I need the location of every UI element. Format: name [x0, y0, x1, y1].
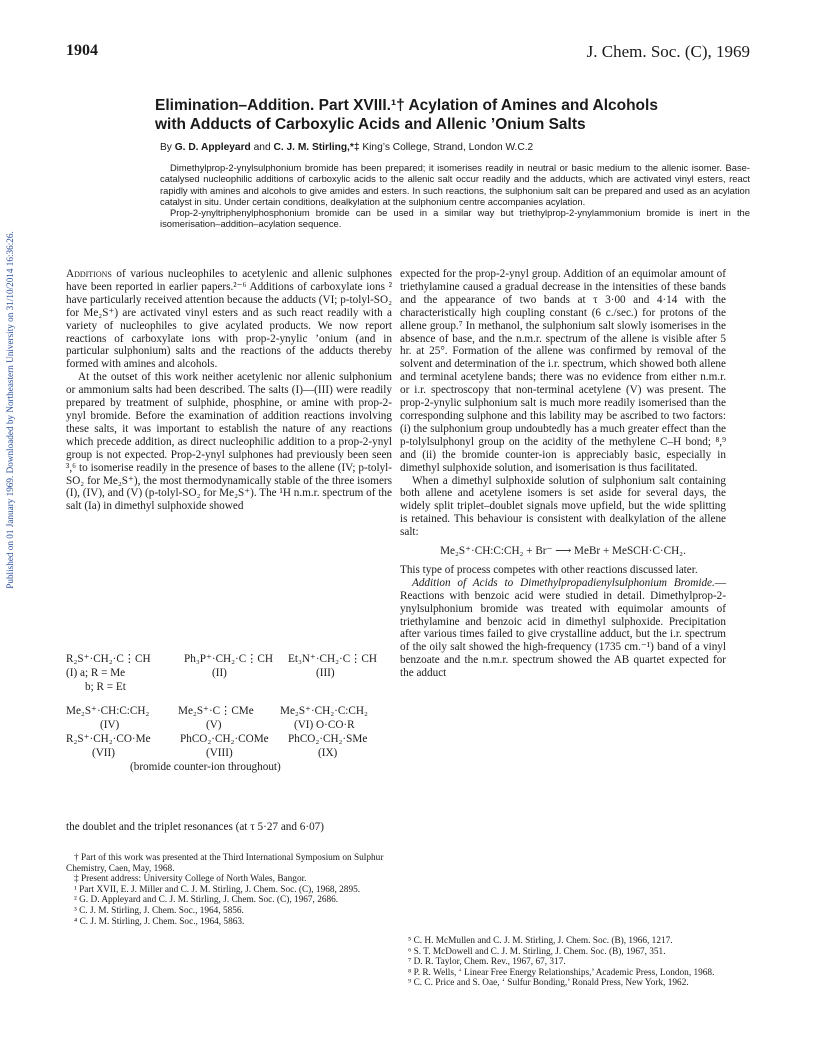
label-VII: (VII)	[92, 747, 115, 759]
formula-label-row	[66, 680, 392, 694]
label-IX: (IX)	[318, 747, 338, 759]
formula-V: Me₂S⁺·C⋮CMe	[178, 705, 254, 717]
label-Ib: b; R = Et	[85, 681, 126, 693]
footnote-7: ⁷ D. R. Taylor, Chem. Rev., 1967, 67, 317.	[408, 957, 566, 968]
author-2: C. J. M. Stirling,*‡	[273, 142, 360, 153]
journal-citation: J. Chem. Soc. (C), 1969	[586, 42, 750, 61]
right-column	[400, 268, 726, 680]
left-footnotes	[66, 853, 392, 927]
footnote-2: ² G. D. Appleyard and C. J. M. Stirling, J. Chem. Soc. (C), 1967, 2686.	[74, 895, 339, 906]
left-column	[66, 268, 392, 513]
title-line-1: Elimination–Addition. Part XVIII.¹† Acylation of Amines and Alcohols	[155, 97, 658, 114]
footnote-6: ⁶ S. T. McDowell and C. J. M. Stirling, J. Chem. Soc. (B), 1967, 351.	[408, 946, 666, 957]
footnote-dagger: † Part of this work was presented at the Third International Symposium on Sulphur Chemistry, Caen, May, 1968.	[66, 853, 384, 874]
left-paragraph-3: the doublet and the triplet resonances (at τ 5·27 and 6·07)	[66, 821, 324, 833]
left-paragraph-1	[66, 268, 392, 371]
formula-note-row	[66, 760, 392, 774]
byline-and: and	[253, 142, 271, 153]
formula-IV: Me₂S⁺·CH:C:CH₂	[66, 705, 150, 717]
footnote-4: ⁴ C. J. M. Stirling, J. Chem. Soc., 1964, 5863.	[74, 916, 245, 927]
author-1: G. D. Appleyard	[174, 142, 251, 153]
formula-block	[66, 652, 392, 774]
footnote-3: ³ C. J. M. Stirling, J. Chem. Soc., 1964, 5856.	[74, 905, 244, 916]
right-paragraph-1: expected for the prop-2-ynyl group. Addition of an equimolar amount of triethylamine caused a gradual decrease in the intensities of these bands and the appearance of two bands at τ 3·00 and 4·14 with the characteristically high coupling constant (6 c./sec.) for protons of the allene group.⁷ In methanol, the sulphonium salt slowly isomerises in the absence of base, and the n.m.r. spectrum of the allene is visible after 5 hr. at 25°. Formation of the allene was confirmed by removal of the solvent and determination of the i.r. spectrum, which showed both allene and terminal acetylene bands; there was no evidence from either n.m.r. or i.r. spectroscopy that non-terminal acetylene (V) was present. The prop-2-ynylic sulphonium salt is much more readily isomerised than the corresponding sulphone and this lability may be ascribed to two factors: (i) the sulphonium group undoubtedly has a much greater effect than the p-tolylsulphonyl group on the acidity of the methylene C–H bond; ⁸,⁹ and (ii) the bromide counter-ion is appreciably basic, especially in dimethyl sulphoxide solution, and isomerisation is thus facilitated.	[400, 268, 726, 474]
page-header	[66, 42, 750, 66]
left-column-continued	[66, 821, 392, 834]
formula-label-row	[66, 666, 392, 680]
formula-label-row	[66, 746, 392, 760]
left-paragraph-2: At the outset of this work neither acetylenic nor allenic sulphonium or ammonium salts had been described. The salts (I)—(III) were readily prepared by treatment of sulphide, phosphine, or amine with prop-2-ynyl bromide. Before the examination of addition reactions involving these salts, it was important to establish the nature of any reactions which precede addition, as direct nucleophilic addition to a prop-2-ynyl group is not expected. Prop-2-ynyl sulphones had previously been seen ³,⁶ to isomerise readily in the presence of bases to the allene (IV; p-tolyl-SO₂ for Me₂S⁺), the most thermodynamically stable of the three isomers (I), (IV), and (V) (p-tolyl-SO₂ for Me₂S⁺). The ¹H n.m.r. spectrum of the salt (Ia) in dimethyl sulphoxide showed	[66, 371, 392, 513]
byline	[160, 142, 750, 153]
section-heading: Addition of Acids to Dimethylpropadienylsulphonium Bromide.	[412, 576, 715, 589]
right-footnotes	[400, 936, 726, 989]
abstract-paragraph-2: Prop-2-ynyltriphenylphosphonium bromide can be used in a similar way but triethylprop-2-ynylammonium bromide is inert in the isomerisation–addition–acylation sequence.	[160, 207, 750, 230]
page-number: 1904	[66, 42, 98, 59]
right-paragraph-4	[400, 577, 726, 680]
abstract	[160, 162, 750, 230]
formula-II: Ph₃P⁺·CH₂·C⋮CH	[184, 653, 273, 665]
download-notice-text: Published on 01 January 1969. Downloaded by Northeastern University on 31/10/2014 16:36:26.	[5, 231, 15, 589]
footnote-9: ⁹ C. C. Price and S. Oae, ‘ Sulfur Bonding,’ Ronald Press, New York, 1962.	[408, 978, 689, 989]
counter-ion-note: (bromide counter-ion throughout)	[130, 761, 281, 773]
right-paragraph-3: This type of process competes with other reactions discussed later.	[400, 563, 698, 576]
footnote-5: ⁵ C. H. McMullen and C. J. M. Stirling, J. Chem. Soc. (B), 1966, 1217.	[408, 936, 673, 946]
drop-lead: Additions	[66, 268, 112, 280]
right-paragraph-4-text: —Reactions with benzoic acid were studied in detail. Dimethylprop-2-ynylsulphonium bromide was treated with equimolar amounts of triethylamine and benzoic acid in dimethyl sulphoxide. Precipitation after various times failed to give crystalline adduct, but the i.r. spectrum of the oily salt showed the high-frequency (1735 cm.⁻¹) band of a vinyl benzoate and the n.m.r. spectrum showed the AB quartet expected for the adduct	[400, 576, 726, 680]
label-I: (I) a; R = Me	[66, 667, 126, 679]
download-notice	[0, 140, 22, 680]
article-title	[155, 96, 755, 134]
byline-prefix: By	[160, 142, 172, 153]
formula-I: R₂S⁺·CH₂·C⋮CH	[66, 653, 151, 665]
right-paragraph-2: When a dimethyl sulphoxide solution of sulphonium salt containing both allene and acetylene isomers is set aside for several days, the widely split triplet–doublet signals move upfield, but the wide splitting is retained. This behaviour is consistent with dealkylation of the allene salt:	[400, 474, 726, 539]
formula-VI: Me₂S⁺·CH₂·C:CH₂	[280, 705, 368, 717]
formula-row	[66, 732, 392, 746]
title-line-2: with Adducts of Carboxylic Acids and Allenic ’Onium Salts	[155, 116, 586, 133]
label-IV: (IV)	[100, 719, 120, 731]
formula-VIII: PhCO₂·CH₂·COMe	[180, 733, 269, 745]
label-II: (II)	[212, 667, 227, 679]
left-paragraph-1-text: of various nucleophiles to acetylenic and allenic sulphones have been reported in earlier papers.²⁻⁶ Additions of carboxylate ions ² have particularly received attention because the adducts (VI; p-tolyl-SO₂ for Me₂S⁺) are activated vinyl esters and as such react readily with a variety of nucleophiles to give acylated products. We now report reactions of carboxylate ions with prop-2-ynylic ’onium (and in particular sulphonium) salts and the reactions of the adducts thereby formed with amines and alcohols.	[66, 268, 392, 371]
formula-row	[66, 704, 392, 718]
label-VIII: (VIII)	[206, 747, 233, 759]
footnote-8: ⁸ P. R. Wells, ‘ Linear Free Energy Relationships,’ Academic Press, London, 1968.	[408, 967, 715, 978]
footnote-1: ¹ Part XVII, E. J. Miller and C. J. M. Stirling, J. Chem. Soc. (C), 1968, 2895.	[74, 884, 361, 895]
label-V: (V)	[206, 719, 222, 731]
footnote-double-dagger: ‡ Present address: University College of North Wales, Bangor.	[74, 874, 307, 885]
affiliation: King’s College, Strand, London W.C.2	[362, 142, 534, 153]
abstract-paragraph-1: Dimethylprop-2-ynylsulphonium bromide has been prepared; it isomerises readily in neutral or basic medium to the allenic isomer. Base-catalysed nucleophilic additions of carboxylic acids to the allenic salt occur readily and the adducts, which are activated vinyl esters, react rapidly with amines and alcohols to give amides and esters. In such reactions, the sulphonium salt can be prepared and used as an acylation catalyst in situ. Under certain conditions, dealkylation at the sulphonium centre accompanies acylation.	[160, 162, 750, 207]
formula-III: Et₃N⁺·CH₂·C⋮CH	[288, 653, 377, 665]
formula-VII: R₂S⁺·CH₂·CO·Me	[66, 733, 151, 745]
dealkylation-equation: Me₂S⁺·CH:C:CH₂ + Br⁻ ⟶ MeBr + MeSCH·C·CH₂.	[440, 545, 686, 558]
formula-row	[66, 652, 392, 666]
formula-IX: PhCO₂·CH₂·SMe	[288, 733, 368, 745]
label-VI: (VI) O·CO·R	[294, 719, 355, 731]
label-III: (III)	[316, 667, 335, 679]
formula-label-row	[66, 718, 392, 732]
